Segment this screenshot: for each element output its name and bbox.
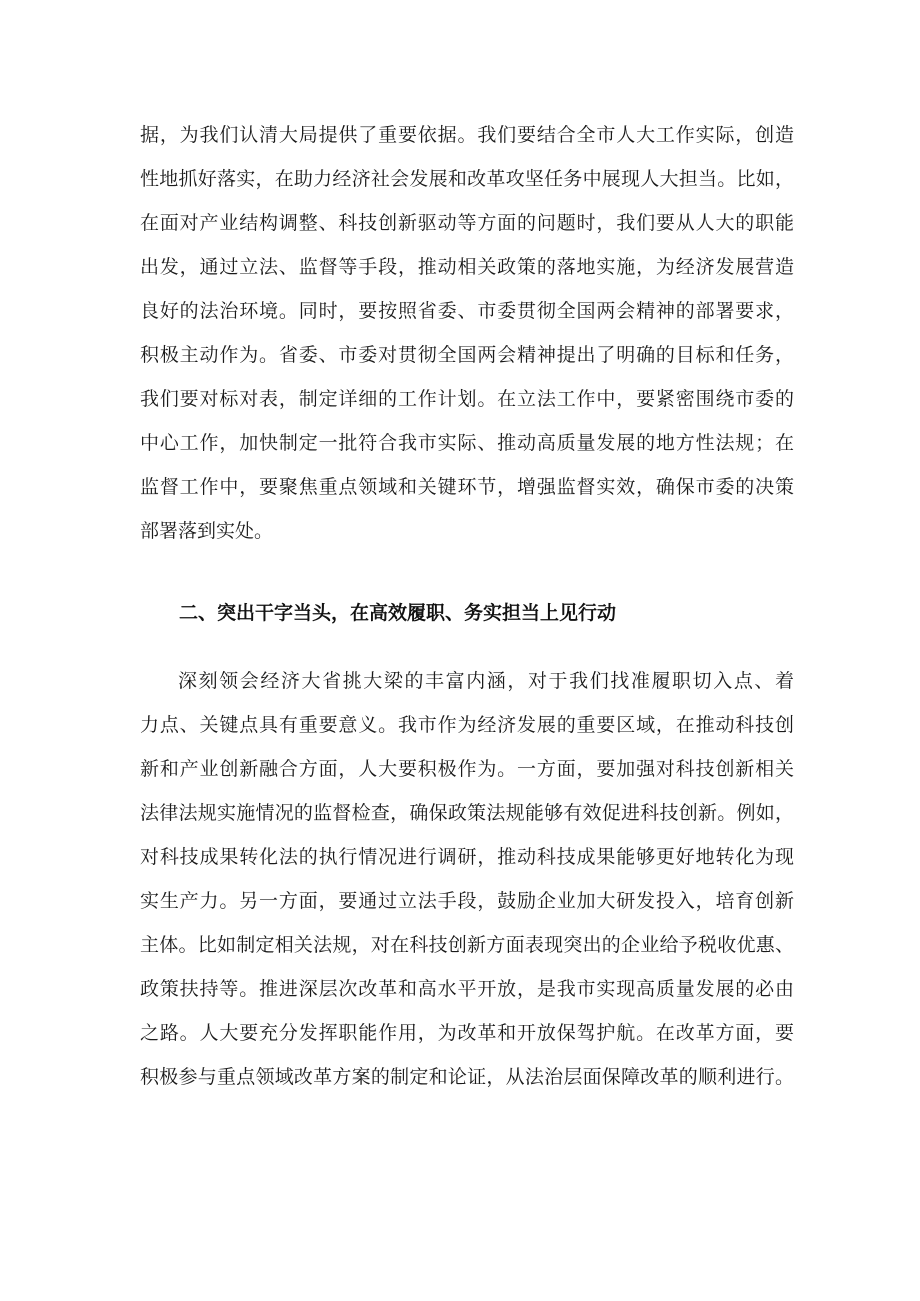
text-line: 深刻领会经济大省挑大梁的丰富内涵，对于我们找准履职切入点、着 [178, 670, 794, 692]
text-line: 法律法规实施情况的监督检查，确保政策法规能够有效促进科技创新。例如， [140, 802, 794, 824]
text-line: 之路。人大要充分发挥职能作用，为改革和开放保驾护航。在改革方面，要 [140, 1022, 794, 1044]
text-line: 出发，通过立法、监督等手段，推动相关政策的落地实施，为经济发展营造 [140, 256, 794, 278]
text-line: 实生产力。另一方面，要通过立法手段，鼓励企业加大研发投入，培育创新 [140, 890, 794, 912]
text-line: 在面对产业结构调整、科技创新驱动等方面的问题时，我们要从人大的职能 [140, 212, 794, 234]
text-line: 据，为我们认清大局提供了重要依据。我们要结合全市人大工作实际，创造 [140, 124, 794, 146]
paragraph-body [140, 659, 794, 1099]
text-line: 主体。比如制定相关法规，对在科技创新方面表现突出的企业给予税收优惠、 [140, 934, 794, 956]
text-line: 良好的法治环境。同时，要按照省委、市委贯彻全国两会精神的部署要求， [140, 300, 794, 322]
text-line: 积极主动作为。省委、市委对贯彻全国两会精神提出了明确的目标和任务， [140, 344, 794, 366]
text-line: 中心工作，加快制定一批符合我市实际、推动高质量发展的地方性法规；在 [140, 432, 794, 454]
text-line: 新和产业创新融合方面，人大要积极作为。一方面，要加强对科技创新相关 [140, 758, 794, 780]
text-line: 部署落到实处。 [140, 520, 274, 542]
text-line: 我们要对标对表，制定详细的工作计划。在立法工作中，要紧密围绕市委的 [140, 388, 794, 410]
text-line: 监督工作中，要聚焦重点领域和关键环节，增强监督实效，确保市委的决策 [140, 476, 794, 498]
text-line: 力点、关键点具有重要意义。我市作为经济发展的重要区域，在推动科技创 [140, 714, 794, 736]
text-line: 政策扶持等。推进深层次改革和高水平开放，是我市实现高质量发展的必由 [140, 978, 794, 1000]
text-line: 积极参与重点领域改革方案的制定和论证，从法治层面保障改革的顺利进行。 [140, 1066, 794, 1088]
text-line: 对科技成果转化法的执行情况进行调研，推动科技成果能够更好地转化为现 [140, 846, 794, 868]
section-heading: 二、突出干字当头，在高效履职、务实担当上见行动 [179, 602, 617, 624]
paragraph-continued [140, 113, 794, 553]
text-line: 性地抓好落实，在助力经济社会发展和改革攻坚任务中展现人大担当。比如， [140, 168, 794, 190]
